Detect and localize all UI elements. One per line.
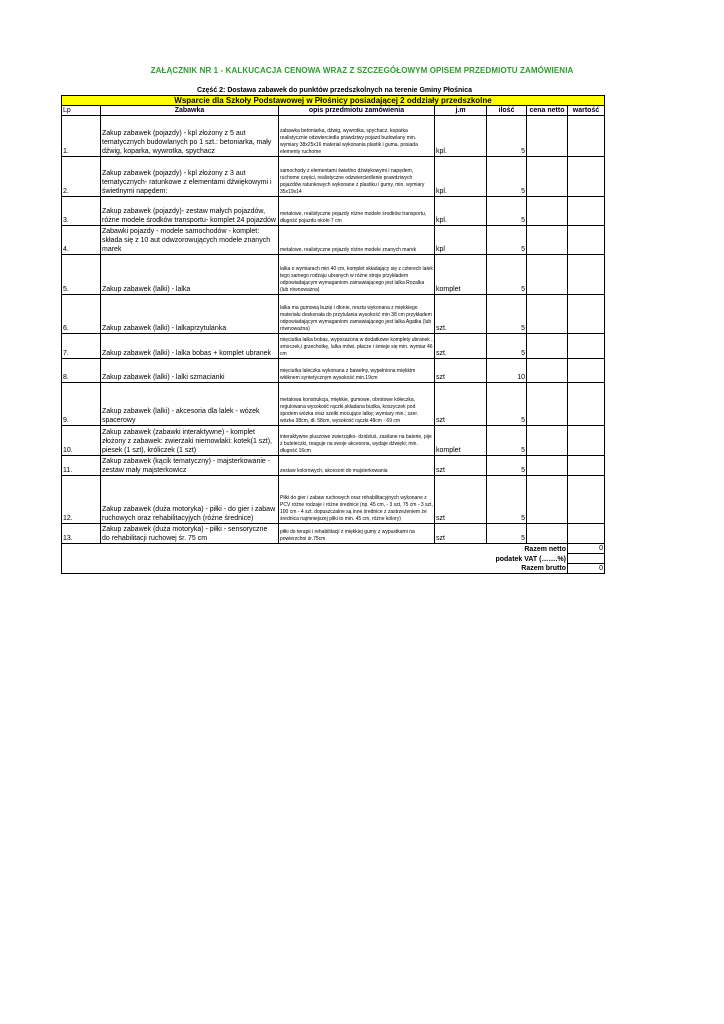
row-value-cell[interactable] bbox=[568, 116, 605, 157]
document-title: ZAŁĄCZNIK NR 1 - KALKUCACJA CENOWA WRAZ Z SZCZEGÓŁOWYM OPISEM PRZEDMIOTU ZAMÓWIENIA bbox=[150, 66, 574, 75]
vat-label: podatek VAT (…….%) bbox=[62, 554, 568, 564]
row-toy-name: Zakup zabawek (lalki) - lalka bobas + komplet ubranek bbox=[101, 334, 279, 359]
row-quantity: 10 bbox=[487, 359, 527, 383]
table-row bbox=[62, 226, 605, 255]
row-lp: 12. bbox=[62, 476, 101, 524]
row-description: samochody z elementami świetlno dźwiękowymi i napędem, ruchome części, realistyczne odzwierciedlenie prawdziwych pojazdów ratunkowych wykonane z plastiku i gumy, min. wymiary 35x19x14 bbox=[279, 157, 435, 197]
table-row bbox=[62, 334, 605, 359]
row-description: zabawka betoniarka, dźwig, wywrotka, spychacz, koparka realistycznie odzwierciedla prawdziwy pojazd budowlany min. wymiary 38x25x16 materiał wykonania plastik i guma, posiada elementy ruchome bbox=[279, 116, 435, 157]
row-toy-name: Zakup zabawek (zabawki interaktywne) - komplet złożony z zabawek: zwierzaki niemowlaki: kotek(1 szt), piesek (1 szt), króliczek (1 szt) bbox=[101, 426, 279, 456]
row-net-price-cell[interactable] bbox=[527, 524, 568, 544]
row-toy-name: Zakup zabawek (pojazdy) - kpl złożony z 5 aut tematycznych budowlanych po 1 szt.: betoniarka, mały dźwig, koparka, wywrotka, spychacz bbox=[101, 116, 279, 157]
row-unit: szt bbox=[435, 383, 487, 426]
col-header-unit: j.m bbox=[435, 106, 487, 116]
col-header-net-price: cena netto bbox=[527, 106, 568, 116]
row-net-price-cell[interactable] bbox=[527, 476, 568, 524]
net-total-label: Razem netto bbox=[62, 544, 568, 554]
row-net-price-cell[interactable] bbox=[527, 383, 568, 426]
row-quantity: 5 bbox=[487, 116, 527, 157]
row-value-cell[interactable] bbox=[568, 456, 605, 476]
row-description: metalowe, realistyczne pojazdy różne modele znanych marek bbox=[279, 226, 435, 255]
row-unit: szt. bbox=[435, 295, 487, 334]
row-description: zestaw kolorowych, akcesorii do majsterkowania bbox=[279, 456, 435, 476]
row-toy-name: Zakup zabawek (kącik tematyczny) - majsterkowanie - zestaw mały majsterkowicz bbox=[101, 456, 279, 476]
row-lp: 5. bbox=[62, 255, 101, 295]
row-net-price-cell[interactable] bbox=[527, 157, 568, 197]
row-quantity: 5 bbox=[487, 334, 527, 359]
row-unit: kpl. bbox=[435, 116, 487, 157]
row-quantity: 5 bbox=[487, 197, 527, 226]
row-toy-name: Zakup zabawek (lalki) - lalkaprzytulanka bbox=[101, 295, 279, 334]
row-quantity: 5 bbox=[487, 255, 527, 295]
col-header-value: wartość bbox=[568, 106, 605, 116]
row-lp: 11. bbox=[62, 456, 101, 476]
row-value-cell[interactable] bbox=[568, 295, 605, 334]
row-toy-name: Zabawki pojazdy - modele samochodów - komplet: składa się z 10 aut odwzorowujących modele znanych marek bbox=[101, 226, 279, 255]
row-value-cell[interactable] bbox=[568, 476, 605, 524]
row-description: metalowe, realistyczne pojazdy różne modele środków transportu, długość pojazdu około 7 cm bbox=[279, 197, 435, 226]
row-description: mięciutka laleczka wykonana z bawełny, wypełniona miękkim włóknem syntetycznym wysokość min.19cm bbox=[279, 359, 435, 383]
school-banner: Wsparcie dla Szkoły Podstawowej w Płośnicy posiadającej 2 oddziały przedszkolne bbox=[62, 96, 605, 106]
row-unit: szt bbox=[435, 476, 487, 524]
row-value-cell[interactable] bbox=[568, 359, 605, 383]
row-net-price-cell[interactable] bbox=[527, 116, 568, 157]
row-unit: kpl. bbox=[435, 197, 487, 226]
vat-value[interactable] bbox=[568, 554, 605, 564]
row-lp: 13. bbox=[62, 524, 101, 544]
row-lp: 3. bbox=[62, 197, 101, 226]
row-quantity: 5 bbox=[487, 383, 527, 426]
row-value-cell[interactable] bbox=[568, 255, 605, 295]
table-row bbox=[62, 383, 605, 426]
row-quantity: 5 bbox=[487, 295, 527, 334]
row-lp: 8. bbox=[62, 359, 101, 383]
row-description: metalowa konstrukcja, miękkie, gumowe, obrotowe kółeczka, regulowana wysokość rączki,składana budka, koszyczek pod spodem wózka oraz szelki mocujące lalkę; wymiary min.; szer. wózka 38cm, dł. 58cm, wysokość rączki 48cm - 69 cm bbox=[279, 383, 435, 426]
row-toy-name: Zakup zabawek (pojazdy)- zestaw małych pojazdów, różne modele środków transportu- komplet 24 pojazdów bbox=[101, 197, 279, 226]
row-net-price-cell[interactable] bbox=[527, 359, 568, 383]
row-unit: szt bbox=[435, 359, 487, 383]
row-quantity: 5 bbox=[487, 456, 527, 476]
row-net-price-cell[interactable] bbox=[527, 255, 568, 295]
row-net-price-cell[interactable] bbox=[527, 426, 568, 456]
row-toy-name: Zakup zabawek (lalki) - lalka bbox=[101, 255, 279, 295]
row-value-cell[interactable] bbox=[568, 426, 605, 456]
row-value-cell[interactable] bbox=[568, 524, 605, 544]
table-row bbox=[62, 359, 605, 383]
table-row bbox=[62, 116, 605, 157]
row-net-price-cell[interactable] bbox=[527, 295, 568, 334]
table-row bbox=[62, 255, 605, 295]
table-row bbox=[62, 426, 605, 456]
summary-net-row bbox=[62, 544, 605, 554]
row-unit: szt bbox=[435, 456, 487, 476]
row-net-price-cell[interactable] bbox=[527, 334, 568, 359]
table-header-row bbox=[62, 106, 605, 116]
row-description: mięciutka lalka bobas, wyposażona w dodatkowe komplety ubranek , smoczek,i grzechotkę, lalka mówi, płacze i śmieje się min. wymiar 46 cm bbox=[279, 334, 435, 359]
row-description: lalka ma gumową buzię i dłonie, reszta wykonana z miękkiego materiału doskonała do przytulania wysokość min 38 cm przykładem odpowiadającym wymaganiom zamawiającego jest lalka Agatka (lub równoważna) bbox=[279, 295, 435, 334]
row-toy-name: Zakup zabawek (lalki) - lalki szmacianki bbox=[101, 359, 279, 383]
row-unit: szt bbox=[435, 524, 487, 544]
row-lp: 9. bbox=[62, 383, 101, 426]
row-net-price-cell[interactable] bbox=[527, 226, 568, 255]
table-row bbox=[62, 295, 605, 334]
row-quantity: 5 bbox=[487, 476, 527, 524]
row-value-cell[interactable] bbox=[568, 157, 605, 197]
row-toy-name: Zakup zabawek (lalki) - akcesoria dla lalek - wózek spacerowy bbox=[101, 383, 279, 426]
row-unit: szt. bbox=[435, 334, 487, 359]
row-value-cell[interactable] bbox=[568, 197, 605, 226]
row-lp: 4. bbox=[62, 226, 101, 255]
row-unit: komplet bbox=[435, 426, 487, 456]
row-lp: 7. bbox=[62, 334, 101, 359]
row-description: interaktywne pluszowe zwierzątko- dzidziuś, zasilane na baterie, pije z buteleczki, reaguje na swoje akcesoria, wydaje dźwięki; min. długość 16cm bbox=[279, 426, 435, 456]
table-row bbox=[62, 476, 605, 524]
row-description: Piłki do gier i zabaw ruchowych oraz rehabilitacyjnych wykonane z PCV różne rodzaje i różne średnice (np. 45 cm, - 3 szt, 75 cm - 3 szt, 100 cm - 4 szt. dopuszczalne są inne średnice z zastrzeżeniem że średnica najmniejszej piłki to min. 45 cm, różne kolory) bbox=[279, 476, 435, 524]
summary-vat-row bbox=[62, 554, 605, 564]
row-lp: 10. bbox=[62, 426, 101, 456]
table-row bbox=[62, 197, 605, 226]
row-toy-name: Zakup zabawek (duża motoryka) - piłki - sensoryczne do rehabilitacji ruchowej śr. 75 cm bbox=[101, 524, 279, 544]
col-header-desc: opis przedmiotu zamówienia bbox=[279, 106, 435, 116]
row-lp: 1. bbox=[62, 116, 101, 157]
row-description: piłki do terapii i rehabilitacji z miękkiej gumy z wypustkami na powierzchni śr.75cm bbox=[279, 524, 435, 544]
row-unit: kpl bbox=[435, 226, 487, 255]
row-quantity: 5 bbox=[487, 157, 527, 197]
table-row bbox=[62, 456, 605, 476]
row-description: lalka o wymiarach min 40 cm, komplet składający się z czterech lalek tego samego rodzaju ubranych w różne stroje przykładem odpowiadającym wymaganiom zamawiającego jest lalka Rozalka (lub równoważna) bbox=[279, 255, 435, 295]
row-value-cell[interactable] bbox=[568, 226, 605, 255]
row-toy-name: Zakup zabawek (pojazdy) - kpl złożony z 3 aut tematycznych- ratunkowe z elementami dźwiękowymi i świetlnymi napędem: bbox=[101, 157, 279, 197]
row-lp: 2. bbox=[62, 157, 101, 197]
document-subtitle: Część 2: Dostawa zabawek do punktów przedszkolnych na terenie Gminy Płośnica bbox=[196, 87, 473, 94]
row-unit: komplet bbox=[435, 255, 487, 295]
row-value-cell[interactable] bbox=[568, 334, 605, 359]
row-lp: 6. bbox=[62, 295, 101, 334]
row-net-price-cell[interactable] bbox=[527, 456, 568, 476]
row-quantity: 5 bbox=[487, 226, 527, 255]
row-value-cell[interactable] bbox=[568, 383, 605, 426]
gross-total-value: 0 bbox=[568, 564, 605, 574]
table-row bbox=[62, 157, 605, 197]
pricing-table bbox=[61, 95, 605, 574]
col-header-name: Zabawka bbox=[101, 106, 279, 116]
row-quantity: 5 bbox=[487, 524, 527, 544]
summary-gross-row bbox=[62, 564, 605, 574]
col-header-qty: ilość bbox=[487, 106, 527, 116]
row-quantity: 5 bbox=[487, 426, 527, 456]
net-total-value: 0 bbox=[568, 544, 605, 554]
col-header-lp: Lp bbox=[62, 106, 101, 116]
row-net-price-cell[interactable] bbox=[527, 197, 568, 226]
row-unit: kpl. bbox=[435, 157, 487, 197]
table-row bbox=[62, 524, 605, 544]
row-toy-name: Zakup zabawek (duża motoryka) - piłki - do gier i zabaw ruchowych oraz rehabilitacyjych (różne średnice) bbox=[101, 476, 279, 524]
gross-total-label: Razem brutto bbox=[62, 564, 568, 574]
